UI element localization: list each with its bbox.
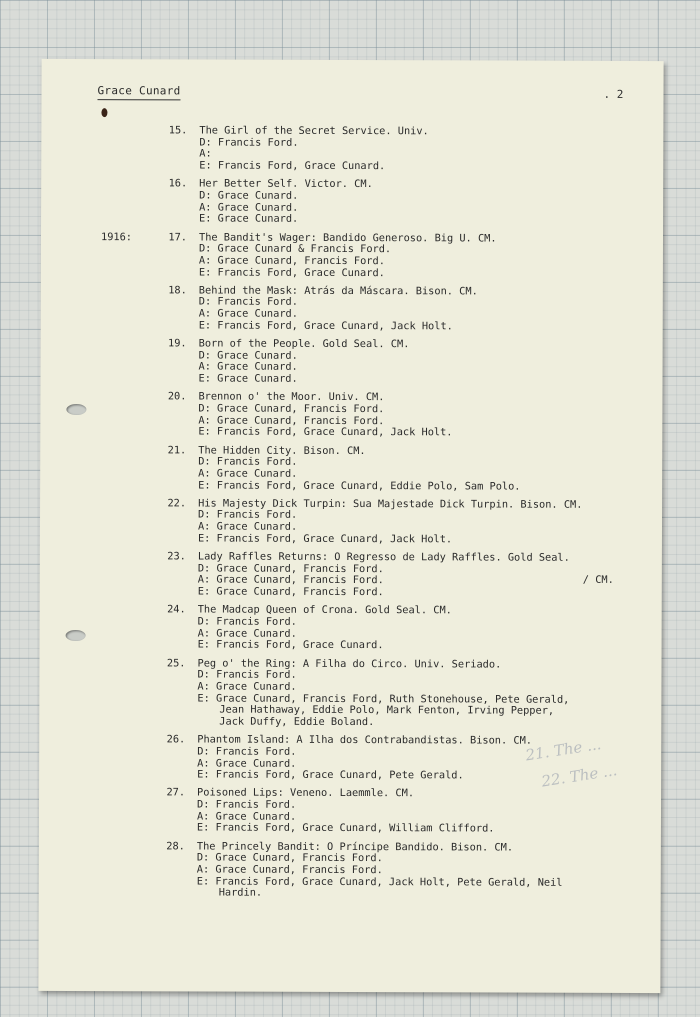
year-label xyxy=(41,338,161,350)
entry-number: 21. xyxy=(167,443,187,456)
film-title: Poisoned Lips: Veneno. Laemmle. CM. xyxy=(197,786,415,800)
film-title: The Princely Bandit: O Príncipe Bandido. Bison. CM. xyxy=(196,840,514,854)
film-entry xyxy=(40,338,662,387)
year-label xyxy=(41,178,161,190)
credit-line: D: Francis Ford. xyxy=(199,136,299,149)
credit-line: A: Grace Cunard. xyxy=(198,307,298,320)
film-entry xyxy=(40,604,662,653)
pencil-note: 21. The ... xyxy=(524,735,603,765)
pencil-note: 22. The ... xyxy=(540,761,619,791)
credit-line: A: Grace Cunard. xyxy=(197,520,298,533)
film-entry xyxy=(41,285,663,334)
film-title: The Bandit's Wager: Bandido Generoso. Big U. CM. xyxy=(198,230,497,245)
film-entry xyxy=(41,178,663,227)
credit-line: E: Francis Ford, Grace Cunard. xyxy=(199,159,386,173)
film-title-row xyxy=(40,498,662,512)
entry-number: 26. xyxy=(166,733,186,746)
filmography-list xyxy=(39,125,664,908)
side-note: / CM. xyxy=(582,573,614,586)
year-label xyxy=(40,391,160,403)
credit-line: E: Grace Cunard. xyxy=(199,212,299,226)
film-title-row xyxy=(40,444,662,458)
entry-number: 19. xyxy=(168,337,187,350)
year-label xyxy=(39,787,159,799)
credit-line: D: Grace Cunard, Francis Ford. xyxy=(198,402,385,416)
credit-line: A: Grace Cunard. xyxy=(197,627,297,640)
credit-continuation: Jack Duffy, Eddie Boland. xyxy=(219,715,375,729)
entry-number: 23. xyxy=(167,550,186,563)
credit-line: E: Francis Ford, Grace Cunard. xyxy=(197,638,384,652)
credit-line: A: Grace Cunard. xyxy=(197,756,297,770)
year-label xyxy=(39,841,159,853)
credit-line: D: Francis Ford. xyxy=(197,615,297,628)
credit-line: E: Francis Ford, Grace Cunard, William Clifford. xyxy=(196,821,495,835)
credit-line: D: Grace Cunard, Francis Ford. xyxy=(197,562,384,575)
film-title: Behind the Mask: Atrás da Máscara. Bison. CM. xyxy=(198,284,478,298)
film-entry xyxy=(39,657,661,729)
film-entry xyxy=(40,551,662,600)
film-title: Born of the People. Gold Seal. CM. xyxy=(198,337,410,351)
film-title: Phantom Island: A Ilha dos Contrabandistas. Bison. CM. xyxy=(197,733,533,747)
document-page xyxy=(38,59,663,993)
film-entry xyxy=(41,231,663,280)
credit-line: D: Grace Cunard & Francis Ford. xyxy=(198,242,392,256)
credit-line: D: Francis Ford. xyxy=(197,668,297,681)
year-label xyxy=(40,498,160,510)
credit-continuation: Jean Hathaway, Eddie Polo, Mark Fenton, Irving Pepper, xyxy=(219,703,555,717)
entry-number: 27. xyxy=(166,786,186,799)
film-title-row xyxy=(41,338,663,352)
credit-line: D: Grace Cunard. xyxy=(198,349,298,362)
year-label: 1916: xyxy=(100,230,133,243)
entry-number: 20. xyxy=(167,390,187,403)
header-name: Grace Cunard xyxy=(97,84,180,100)
credit-line: A: Grace Cunard, Francis Ford. xyxy=(198,254,385,267)
entry-number: 17. xyxy=(168,230,188,243)
film-title-row xyxy=(41,125,663,139)
credit-line: D: Francis Ford. xyxy=(198,295,299,309)
credit-line: E: Francis Ford, Grace Cunard, Jack Holt. xyxy=(198,425,453,439)
film-title: Lady Raffles Returns: O Regresso de Lady Raffles. Gold Seal. xyxy=(197,550,570,564)
credit-line: A: Grace Cunard, Francis Ford. xyxy=(198,414,385,427)
credit-line: A: Grace Cunard. xyxy=(196,810,297,823)
page-number: . 2 xyxy=(603,87,624,101)
year-label xyxy=(40,551,160,563)
film-title: Her Better Self. Victor. CM. xyxy=(199,177,373,191)
credit-line: A: Grace Cunard. xyxy=(198,467,298,480)
film-title: The Madcap Queen of Crona. Gold Seal. CM. xyxy=(197,603,452,617)
entry-number: 28. xyxy=(166,839,185,853)
film-title-row xyxy=(40,604,662,618)
year-label xyxy=(39,734,159,746)
year-label xyxy=(40,604,160,616)
credit-line: E: Francis Ford, Grace Cunard, Jack Holt. xyxy=(197,532,453,546)
entry-number: 15. xyxy=(168,124,188,137)
year-label xyxy=(41,285,161,297)
credit-line: D: Francis Ford. xyxy=(197,798,297,811)
credit-line: A: Grace Cunard. xyxy=(197,680,297,693)
film-title: The Girl of the Secret Service. Univ. xyxy=(199,124,429,138)
credit-line: E: Francis Ford, Grace Cunard, Pete Gerald. xyxy=(197,768,464,782)
credit-line: D: Grace Cunard. xyxy=(199,189,299,202)
year-label xyxy=(39,657,159,669)
film-entry xyxy=(40,444,662,493)
film-title: The Hidden City. Bison. CM. xyxy=(198,443,366,457)
film-entry xyxy=(39,787,661,836)
credit-line: E: Grace Cunard. xyxy=(198,372,298,385)
film-title: His Majesty Dick Turpin: Sua Majestade Dick Turpin. Bison. CM. xyxy=(198,497,583,511)
credit-line: D: Francis Ford. xyxy=(197,745,297,758)
film-title-row xyxy=(41,178,663,192)
credit-continuation: Hardin. xyxy=(218,886,263,900)
film-title-row xyxy=(41,285,663,299)
credit-line: E: Francis Ford, Grace Cunard. xyxy=(198,266,385,279)
credit-line: A: xyxy=(199,147,212,160)
credit-line: E: Francis Ford, Grace Cunard, Eddie Polo, Sam Polo. xyxy=(198,479,521,493)
film-title-row xyxy=(39,657,661,671)
entry-number: 24. xyxy=(167,603,186,616)
film-title: Peg o' the Ring: A Filha do Circo. Univ. Seriado. xyxy=(197,656,502,671)
credit-line: D: Francis Ford. xyxy=(198,508,298,522)
film-title: Brennon o' the Moor. Univ. CM. xyxy=(198,390,385,404)
credit-line: A: Grace Cunard, Francis Ford. xyxy=(196,863,383,877)
film-entry xyxy=(40,498,662,547)
entry-number: 25. xyxy=(166,656,186,669)
year-label xyxy=(40,444,160,456)
entry-number: 22. xyxy=(167,497,187,510)
film-entry xyxy=(40,391,662,440)
credit-line: A: Grace Cunard. xyxy=(199,201,299,214)
credit-line: A: Grace Cunard, Francis Ford. xyxy=(197,573,384,587)
entry-number: 16. xyxy=(168,177,188,190)
credit-line: E: Francis Ford, Grace Cunard, Jack Holt, Pete Gerald, Neil xyxy=(196,875,563,889)
credit-line: E: Grace Cunard, Francis Ford, Ruth Stonehouse, Pete Gerald, xyxy=(197,692,570,706)
credit-line: E: Francis Ford, Grace Cunard, Jack Holt. xyxy=(198,319,453,333)
film-title-row xyxy=(39,787,661,801)
credit-line: D: Grace Cunard, Francis Ford. xyxy=(196,851,383,865)
year-label xyxy=(41,125,161,137)
credit-line: A: Grace Cunard. xyxy=(198,360,298,374)
film-entry xyxy=(41,125,663,174)
ink-dot xyxy=(101,108,107,117)
entry-number: 18. xyxy=(168,284,187,297)
credit-line: E: Grace Cunard, Francis Ford. xyxy=(197,585,384,599)
film-entry xyxy=(39,841,661,902)
credit-line: D: Francis Ford. xyxy=(198,455,298,469)
